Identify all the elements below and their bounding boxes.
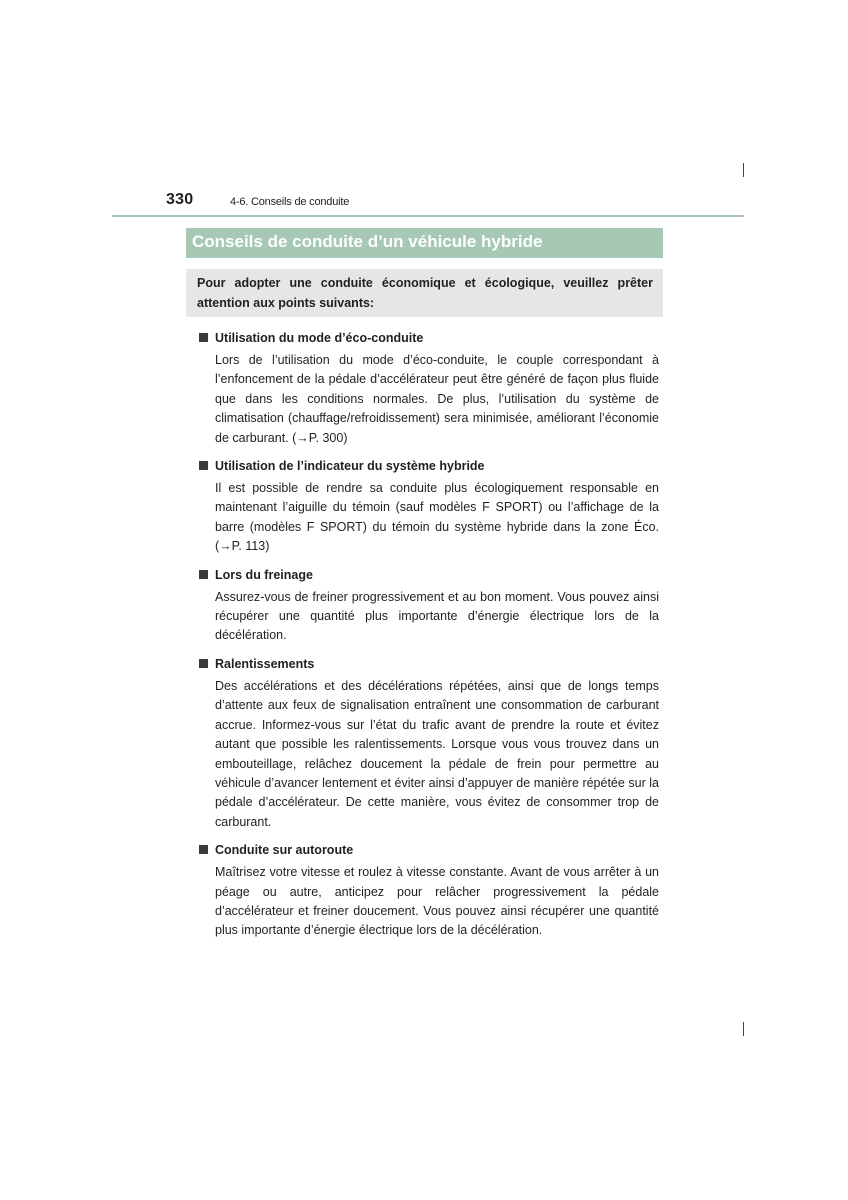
header-rule: [112, 215, 744, 217]
content: [199, 328, 659, 949]
section-reference: 4-6. Conseils de conduite: [230, 196, 350, 208]
section-highway-driving: [199, 840, 659, 941]
section-heading-text: Utilisation de l’indicateur du système hybride: [215, 459, 485, 474]
square-bullet-icon: [199, 845, 208, 854]
section-paragraph: Il est possible de rendre sa conduite plus écologiquement responsable en maintenant l’aiguille du témoin (sauf modèles F SPORT) ou l’affichage de la barre (modèles F SPORT) du témoin du système hybride dans la zone Éco. (→P. 113): [215, 481, 659, 554]
square-bullet-icon: [199, 659, 208, 668]
intro-text: Pour adopter une conduite économique et écologique, veuillez prêter attention aux points suivants:: [197, 276, 653, 310]
section-paragraph: Assurez-vous de freiner progressivement et au bon moment. Vous pouvez ainsi récupérer une quantité plus importante d’énergie électrique lors de la décélération.: [215, 589, 659, 643]
square-bullet-icon: [199, 333, 208, 342]
section-heading: [199, 456, 659, 476]
section-heading-text: Lors du freinage: [215, 567, 313, 582]
section-heading-text: Ralentissements: [215, 656, 315, 671]
section-hybrid-indicator: [199, 456, 659, 557]
page-number: 330: [166, 191, 194, 208]
square-bullet-icon: [199, 461, 208, 470]
section-paragraph: Maîtrisez votre vitesse et roulez à vitesse constante. Avant de vous arrêter à un péage ou autre, anticipez pour relâcher progressivement la pédale d’accélérateur et freiner doucement. Vous pouvez ainsi récupérer une quantité plus importante d’énergie électrique lors de la décélération.: [215, 865, 659, 938]
section-braking: [199, 565, 659, 646]
section-heading: [199, 654, 659, 674]
section-heading: [199, 565, 659, 585]
intro-box: [186, 269, 663, 317]
section-traffic-delays: [199, 654, 659, 832]
section-paragraph: Lors de l’utilisation du mode d’éco-conduite, le couple correspondant à l’enfoncement de la pédale d’accélérateur peut être généré de façon plus fluide que dans les conditions normales. De plus, l’utilisation du système de climatisation (chauffage/refroidissement) sera minimisée, améliorant l’économie de carburant. (→P. 300): [215, 353, 659, 445]
page-title: Conseils de conduite d’un véhicule hybride: [186, 228, 663, 258]
section-heading: [199, 328, 659, 348]
section-heading: [199, 840, 659, 860]
section-heading-text: Utilisation du mode d’éco-conduite: [215, 331, 424, 345]
section-eco-mode: [199, 328, 659, 448]
section-paragraph: Des accélérations et des décélérations répétées, ainsi que de longs temps d’attente aux feux de signalisation entraînent une consommation de carburant accrue. Informez-vous sur l’état du trafic avant de prendre la route et évitez autant que possible les ralentissements. Lorsque vous vous trouvez dans un embouteillage, relâchez doucement la pédale de frein pour permettre au véhicule d’avancer lentement et éviter ainsi d’appuyer de manière répétée sur la pédale d’accélérateur. De cette manière, vous évitez de consommer trop de carburant.: [215, 678, 659, 829]
square-bullet-icon: [199, 570, 208, 579]
section-heading-text: Conduite sur autoroute: [215, 843, 354, 858]
crop-mark-bottom: [743, 1022, 744, 1036]
crop-mark-top: [743, 163, 744, 177]
